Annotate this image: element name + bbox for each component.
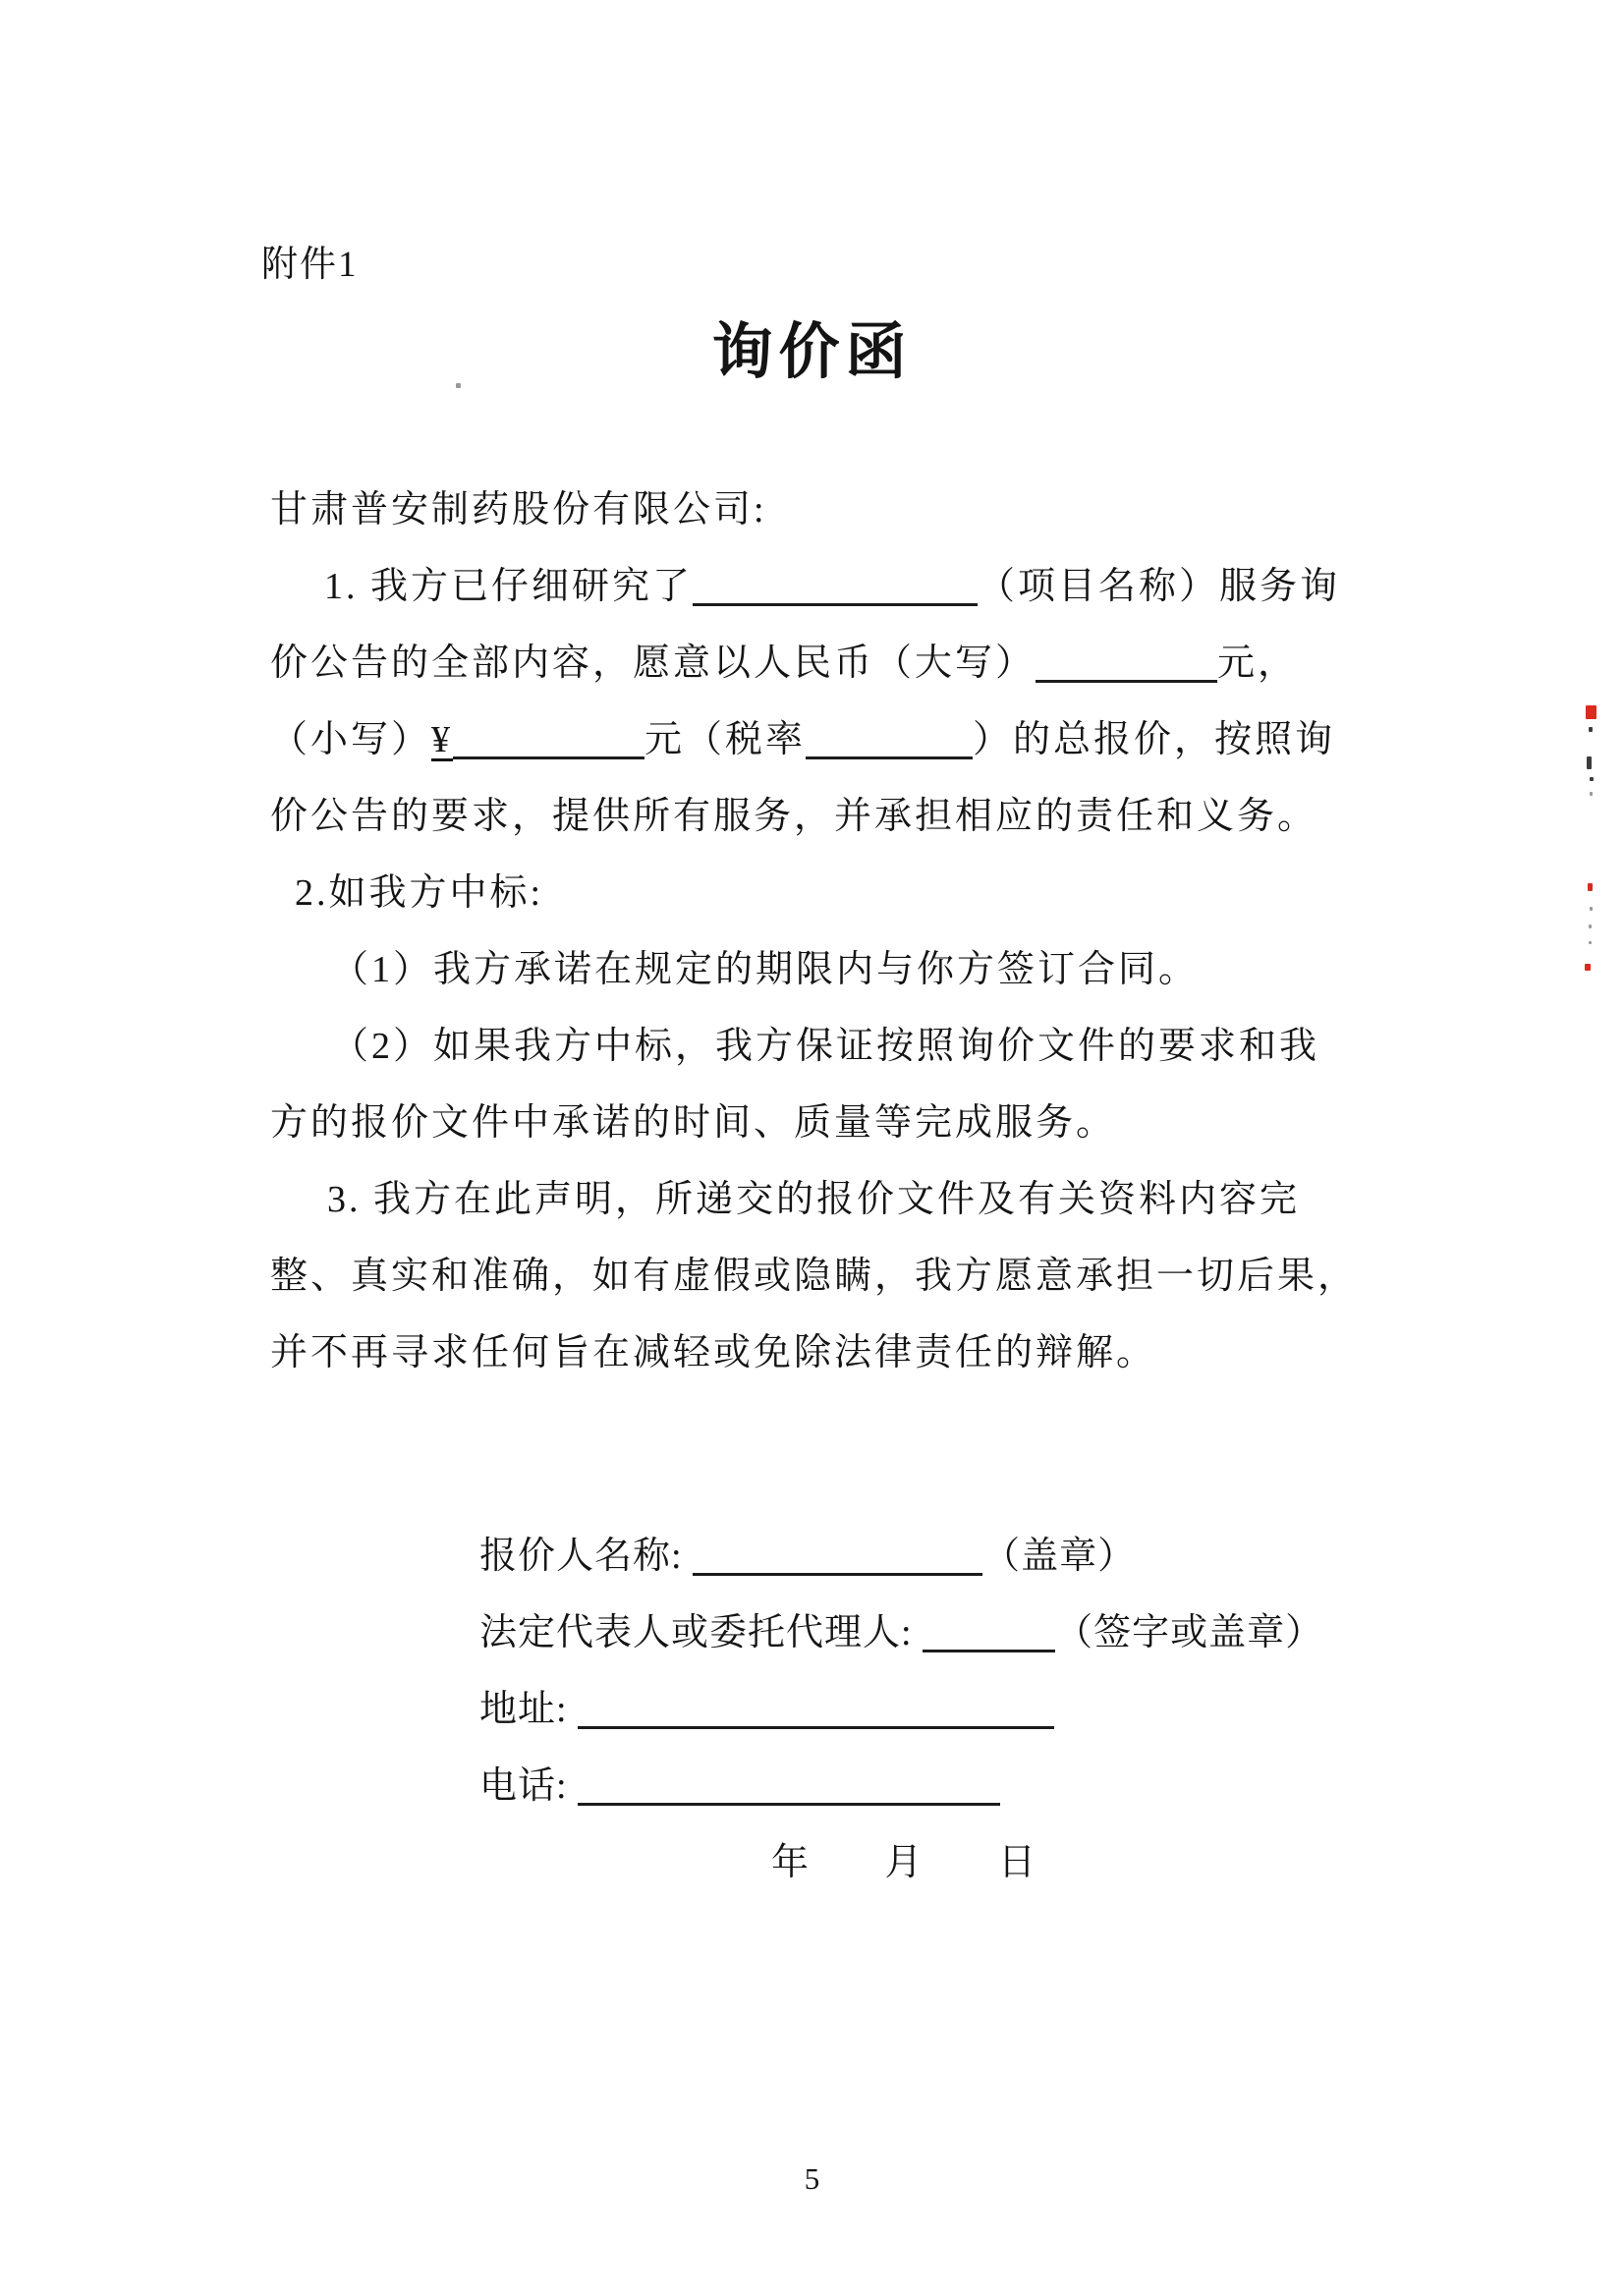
text-segment: 报价人名称: bbox=[479, 1536, 694, 1577]
document-line bbox=[479, 1748, 1323, 1824]
scan-artifact bbox=[1589, 941, 1592, 944]
document-line bbox=[270, 1315, 1358, 1391]
scan-artifact bbox=[1587, 756, 1592, 769]
text-segment: 元（税率 bbox=[644, 719, 807, 760]
text-segment: （项目名称）服务询 bbox=[978, 566, 1341, 607]
document-line bbox=[479, 1518, 1323, 1595]
date-line bbox=[771, 1824, 1036, 1901]
attachment-label: 附件1 bbox=[261, 245, 359, 285]
text-segment: 电话: bbox=[479, 1765, 579, 1807]
blank-underline bbox=[578, 1793, 1000, 1806]
scan-artifact bbox=[1585, 964, 1591, 971]
text-segment: （2）如果我方中标，我方保证按照询价文件的要求和我 bbox=[331, 1026, 1320, 1067]
text-segment: 1. 我方已仔细研究了 bbox=[324, 566, 694, 607]
document-line bbox=[479, 1671, 1323, 1748]
scan-artifact bbox=[1590, 792, 1593, 796]
document-line bbox=[479, 1595, 1323, 1671]
text-segment: （小写） bbox=[270, 719, 432, 760]
document-line bbox=[270, 1238, 1358, 1315]
scan-artifact bbox=[1590, 777, 1594, 781]
text-segment: 价公告的要求，提供所有服务，并承担相应的责任和义务。 bbox=[270, 796, 1318, 837]
text-segment: 元， bbox=[1217, 643, 1299, 684]
salutation: 甘肃普安制药股份有限公司: bbox=[270, 489, 767, 531]
blank-underline bbox=[578, 1716, 1054, 1729]
blank-underline bbox=[693, 1563, 982, 1576]
scan-artifact bbox=[456, 383, 461, 388]
scan-artifact bbox=[1586, 705, 1596, 719]
text-segment: 价公告的全部内容，愿意以人民币（大写） bbox=[270, 643, 1036, 684]
text-segment: 方的报价文件中承诺的时间、质量等完成服务。 bbox=[270, 1102, 1117, 1144]
document-line bbox=[270, 1085, 1358, 1161]
text-segment: （盖章） bbox=[982, 1536, 1137, 1577]
scan-artifact bbox=[1590, 907, 1593, 911]
text-segment: 3. 我方在此声明，所递交的报价文件及有关资料内容完 bbox=[327, 1179, 1301, 1220]
blank-underline bbox=[923, 1640, 1055, 1652]
document-line bbox=[270, 931, 1358, 1008]
text-segment: 整、真实和准确，如有虚假或隐瞒，我方愿意承担一切后果， bbox=[270, 1256, 1359, 1297]
text-segment: （签字或盖章） bbox=[1055, 1612, 1324, 1653]
blank-underline bbox=[693, 593, 978, 606]
document-line bbox=[270, 778, 1358, 855]
scan-artifact bbox=[1589, 727, 1593, 732]
blank-underline bbox=[806, 747, 973, 759]
document-line bbox=[270, 1161, 1358, 1238]
scan-artifact bbox=[1589, 924, 1592, 928]
text-segment: 法定代表人或委托代理人: bbox=[479, 1612, 924, 1653]
document-line bbox=[270, 701, 1358, 778]
date-day-label: 日 bbox=[998, 1842, 1036, 1883]
document-line bbox=[270, 855, 1358, 931]
text-segment: （1）我方承诺在规定的期限内与你方签订合同。 bbox=[331, 949, 1200, 990]
page-number: 5 bbox=[804, 2161, 820, 2196]
document-title: 询价函 bbox=[711, 319, 913, 386]
document-line bbox=[270, 548, 1358, 625]
currency-symbol: ¥ bbox=[431, 719, 454, 760]
text-segment: 并不再寻求任何旨在减轻或免除法律责任的辩解。 bbox=[270, 1332, 1157, 1373]
text-segment: 地址: bbox=[479, 1689, 579, 1730]
text-segment: 2.如我方中标: bbox=[295, 872, 544, 914]
blank-underline bbox=[453, 747, 644, 759]
date-month-label: 月 bbox=[884, 1842, 923, 1883]
blank-underline bbox=[1036, 670, 1217, 683]
document-line bbox=[270, 625, 1358, 701]
letter-body bbox=[270, 548, 1358, 1391]
document-line bbox=[270, 1008, 1358, 1085]
text-segment: ）的总报价，按照询 bbox=[973, 719, 1336, 760]
scan-artifact bbox=[1588, 883, 1593, 891]
date-year-label: 年 bbox=[771, 1842, 810, 1883]
signature-block bbox=[479, 1518, 1323, 1824]
